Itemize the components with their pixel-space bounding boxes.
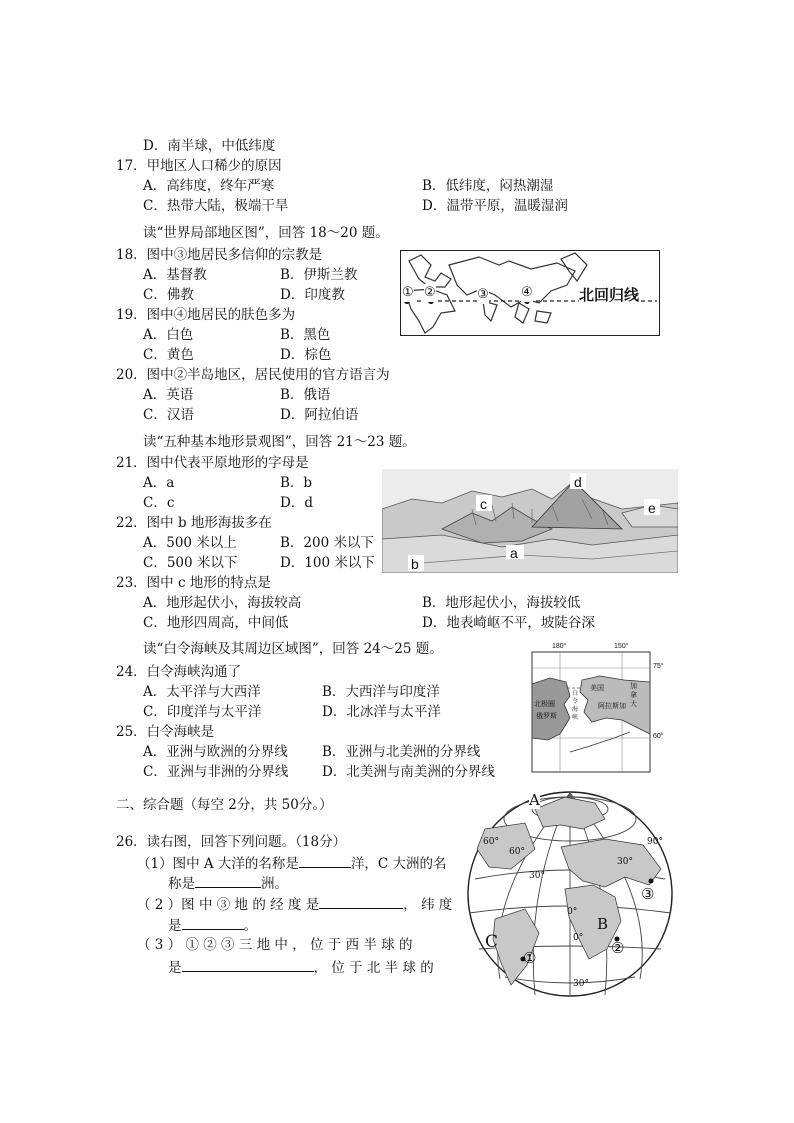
- marker-2: ②: [424, 285, 436, 300]
- q18-option-b: B．伊斯兰教: [280, 267, 358, 283]
- q22-option-b: B．200 米以下: [280, 535, 374, 551]
- q26-p3-text-c: ， 位 于 北 半 球 的: [313, 960, 434, 976]
- globe-deg-30-a: 30°: [529, 871, 545, 881]
- globe-marker-3: ③: [641, 885, 655, 903]
- q26-part1-line2: [168, 873, 288, 893]
- answer-blank-ocean[interactable]: [299, 853, 351, 868]
- q23-option-b: B．地形起伏小，海拔较低: [422, 595, 581, 611]
- q17-option-b: B．低纬度，闷热潮湿: [422, 178, 554, 194]
- q25-option-c: C．亚洲与非洲的分界线: [143, 764, 289, 780]
- landform-label-c: c: [480, 496, 487, 512]
- q24-option-d: D．北冰洋与太平洋: [322, 704, 441, 720]
- q19-option-b: B．黑色: [280, 327, 331, 343]
- q26-p2-text-b: ， 纬 度: [403, 897, 453, 913]
- q19-option-d: D．棕色: [280, 347, 332, 363]
- q26-part2-line1: [137, 894, 452, 914]
- q20-option-b: B．俄语: [280, 387, 331, 403]
- answer-blank-longitude[interactable]: [319, 894, 403, 909]
- globe-marker-1: ①: [523, 949, 537, 967]
- section-2-title: 二、综合题（每空 2分，共 50分。）: [116, 797, 333, 813]
- landform-label-b: b: [411, 556, 419, 572]
- q26-stem: 26．读右图，回答下列问题。（18分）: [116, 834, 347, 850]
- answer-blank-latitude[interactable]: [182, 915, 244, 930]
- bering-label-arctic-circle: 北极圈: [534, 701, 555, 708]
- globe-letter-a: A: [529, 791, 540, 809]
- q17-option-c: C．热带大陆，极端干旱: [143, 198, 289, 214]
- globe-deg-60-a: 60°: [483, 837, 499, 847]
- q20-option-c: C．汉语: [143, 407, 194, 423]
- q16-option-d: D．南半球，中低纬度: [143, 138, 276, 154]
- bering-lat-60: 60°: [653, 733, 664, 740]
- q17-stem: 17．甲地区人口稀少的原因: [116, 158, 282, 174]
- q26-p1-text-c: 称是: [168, 876, 195, 892]
- q22-stem: 22．图中 b 地形海拔多在: [116, 515, 272, 531]
- q19-option-a: A．白色: [143, 327, 194, 343]
- globe-figure: [465, 789, 675, 999]
- q19-option-c: C．黄色: [143, 347, 194, 363]
- bering-lon-150: 150°: [614, 643, 629, 650]
- q23-stem: 23．图中 c 地形的特点是: [116, 575, 271, 591]
- marker-1: ①: [402, 285, 414, 300]
- landform-label-a: a: [510, 545, 518, 561]
- q22-option-a: A．500 米以上: [143, 535, 237, 551]
- bering-lon-180: 180°: [552, 643, 567, 650]
- q26-part1-line1: [137, 853, 447, 873]
- q26-p2-text-c: 是: [168, 918, 182, 934]
- q26-p3-text-b: 是: [168, 960, 182, 976]
- bering-lat-75: 75°: [653, 663, 664, 670]
- q20-stem: 20．图中②半岛地区，居民使用的官方语言为: [116, 367, 390, 383]
- landform-graphic: [382, 469, 678, 573]
- globe-deg-90: 90°: [647, 837, 663, 847]
- q23-option-d: D．地表崎岖不平，坡陡谷深: [422, 615, 595, 631]
- answer-blank-western-hemisphere[interactable]: [182, 957, 314, 972]
- globe-letter-b: B: [597, 915, 609, 933]
- q22-option-d: D．100 米以下: [280, 555, 375, 571]
- globe-deg-30-b: 30°: [617, 857, 633, 867]
- q26-p1-text-a: （1）图中 A 大洋的名称是: [137, 856, 299, 872]
- q19-stem: 19．图中④地居民的肤色多为: [116, 307, 296, 323]
- q26-p1-text-d: 洲。: [261, 876, 288, 892]
- q25-option-b: B．亚洲与北美洲的分界线: [322, 744, 481, 760]
- q20-option-d: D．阿拉伯语: [280, 407, 359, 423]
- q23-option-a: A．地形起伏小，海拔较高: [143, 595, 302, 611]
- q26-part3-line1: （ 3 ） ① ② ③ 三 地 中 ， 位 于 西 半 球 的: [137, 937, 413, 953]
- q22-option-c: C．500 米以下: [143, 555, 238, 571]
- q24-option-b: B．大西洋与印度洋: [322, 684, 440, 700]
- q24-option-a: A．太平洋与大西洋: [143, 684, 261, 700]
- globe-letter-c: C: [485, 932, 499, 952]
- bering-label-strait: 白令海峡: [572, 691, 579, 721]
- bering-label-alaska: 阿拉斯加: [598, 703, 626, 710]
- q25-option-a: A．亚洲与欧洲的分界线: [143, 744, 288, 760]
- landform-figure: [382, 469, 678, 573]
- q21-stem: 21．图中代表平原地形的字母是: [116, 455, 309, 471]
- landform-label-d: d: [574, 474, 582, 490]
- q20-option-a: A．英语: [143, 387, 194, 403]
- q25-stem: 25．白令海峡是: [116, 724, 215, 740]
- answer-blank-continent[interactable]: [195, 873, 261, 888]
- q18-stem: 18．图中③地居民多信仰的宗教是: [116, 247, 323, 263]
- globe-deg-0-b: 0°: [573, 933, 584, 943]
- q21-option-a: A．a: [143, 475, 175, 491]
- q17-option-a: A．高纬度，终年严寒: [143, 178, 275, 194]
- intro-18-20: 读“世界局部地区图”，回答 18～20 题。: [143, 225, 389, 241]
- globe-deg-30-c: 30°: [573, 979, 589, 989]
- q21-option-c: C．c: [143, 495, 175, 511]
- globe-deg-60-b: 60°: [509, 847, 525, 857]
- bering-label-usa: 美国: [590, 685, 604, 692]
- tropic-label: 北回归线: [579, 287, 640, 304]
- q26-part2-line2: [168, 915, 257, 935]
- globe-marker-2: ②: [611, 939, 625, 957]
- q25-option-d: D．北美洲与南美洲的分界线: [322, 764, 495, 780]
- bering-label-canada: 加拿大: [630, 683, 637, 708]
- intro-21-23: 读“五种基本地形景观图”，回答 21～23 题。: [143, 434, 416, 450]
- landform-label-e: e: [648, 500, 656, 516]
- q21-option-d: D．d: [280, 495, 313, 511]
- q24-stem: 24．白令海峡沟通了: [116, 664, 242, 680]
- marker-3: ③: [477, 287, 489, 302]
- q18-option-a: A．基督教: [143, 267, 207, 283]
- q26-p2-text-d: 。: [243, 918, 257, 934]
- q23-option-c: C．地形四周高，中间低: [143, 615, 289, 631]
- q17-option-d: D．温带平原，温暖湿润: [422, 198, 568, 214]
- q18-option-c: C．佛教: [143, 287, 194, 303]
- q26-part3-line2: [168, 957, 434, 977]
- q26-p2-text-a: （ 2 ）图 中 ③ 地 的 经 度 是: [137, 897, 320, 913]
- bering-label-russia: 俄罗斯: [536, 713, 557, 720]
- q18-option-d: D．印度教: [280, 287, 345, 303]
- intro-24-25: 读“白令海峡及其周边区域图”，回答 24～25 题。: [143, 641, 443, 657]
- bering-map: [530, 642, 680, 775]
- marker-4: ④: [521, 285, 533, 300]
- globe-deg-0-a: 0°: [567, 907, 578, 917]
- world-partial-map: [400, 250, 660, 336]
- q26-p1-text-b: 洋，C 大洲的名: [350, 856, 447, 872]
- q24-option-c: C．印度洋与太平洋: [143, 704, 262, 720]
- q21-option-b: B．b: [280, 475, 313, 491]
